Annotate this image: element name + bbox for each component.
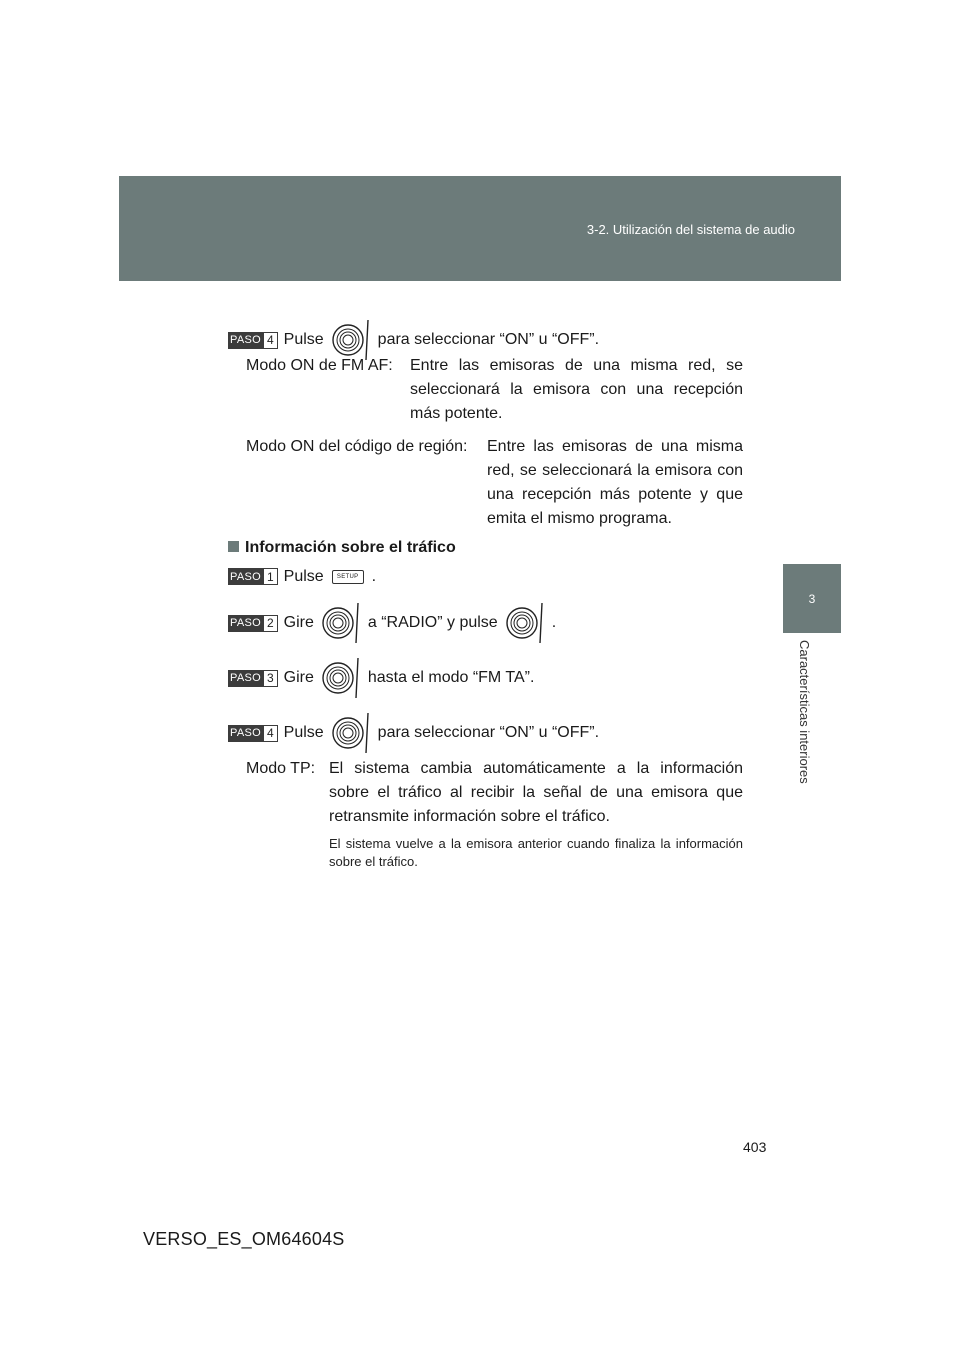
setup-button-icon: SETUP: [332, 570, 364, 584]
mode-af-label: Modo ON de FM AF:: [246, 357, 393, 374]
step-badge: PASO 4: [228, 725, 278, 742]
step-line: PASO 2 Gire a “RADIO” y pulse .: [228, 601, 556, 645]
step-badge: PASO 4: [228, 332, 278, 349]
step-line: PASO 1 Pulse SETUP .: [230, 568, 377, 585]
tp-mode-note: El sistema vuelve a la emisora anterior cuando finaliza la información sobre el tráfico.: [329, 836, 743, 869]
section-title: 3-2. Utilización del sistema de audio: [586, 222, 795, 237]
footer-code: VERSO_ES_OM64604S: [143, 1229, 345, 1249]
section-heading: Información sobre el tráfico: [228, 536, 456, 560]
tp-mode-desc: El sistema cambia automáticamente a la información sobre el tráfico al recibir la señal de una emisora que retransmite información sobre el tráfico.: [329, 760, 743, 825]
mode-region-desc: Entre las emisoras de una misma red, se seleccionará la emisora con una recepción más potente y que emita el mismo programa.: [487, 438, 743, 527]
mode-af-desc: Entre las emisoras de una misma red, se seleccionará la emisora con una recepción más potente.: [410, 357, 743, 422]
chapter-number: 3: [808, 591, 816, 606]
step-line: PASO 4 Pulse para seleccionar “ON” u “OFF”.: [228, 711, 599, 755]
step-line: PASO 3 Gire hasta el modo “FM TA”.: [228, 656, 534, 700]
square-bullet-icon: [228, 541, 239, 552]
step-badge: PASO 2: [228, 615, 278, 632]
step-badge: PASO 1: [228, 568, 278, 585]
mode-region-label: Modo ON del código de región:: [246, 438, 468, 455]
tune-knob-icon: [320, 601, 362, 645]
chapter-title: Características interiores: [797, 640, 812, 784]
header-band: [119, 176, 841, 281]
tune-knob-icon: [330, 711, 372, 755]
chapter-tab: [783, 564, 841, 633]
step-badge: PASO 3: [228, 670, 278, 687]
page-number: 403: [743, 1139, 767, 1155]
tune-knob-icon: [504, 601, 546, 645]
tune-knob-icon: [320, 656, 362, 700]
tp-mode-label: Modo TP:: [246, 760, 316, 777]
step-line: PASO 4 Pulse para seleccionar “ON” u “OFF”.: [228, 318, 599, 362]
